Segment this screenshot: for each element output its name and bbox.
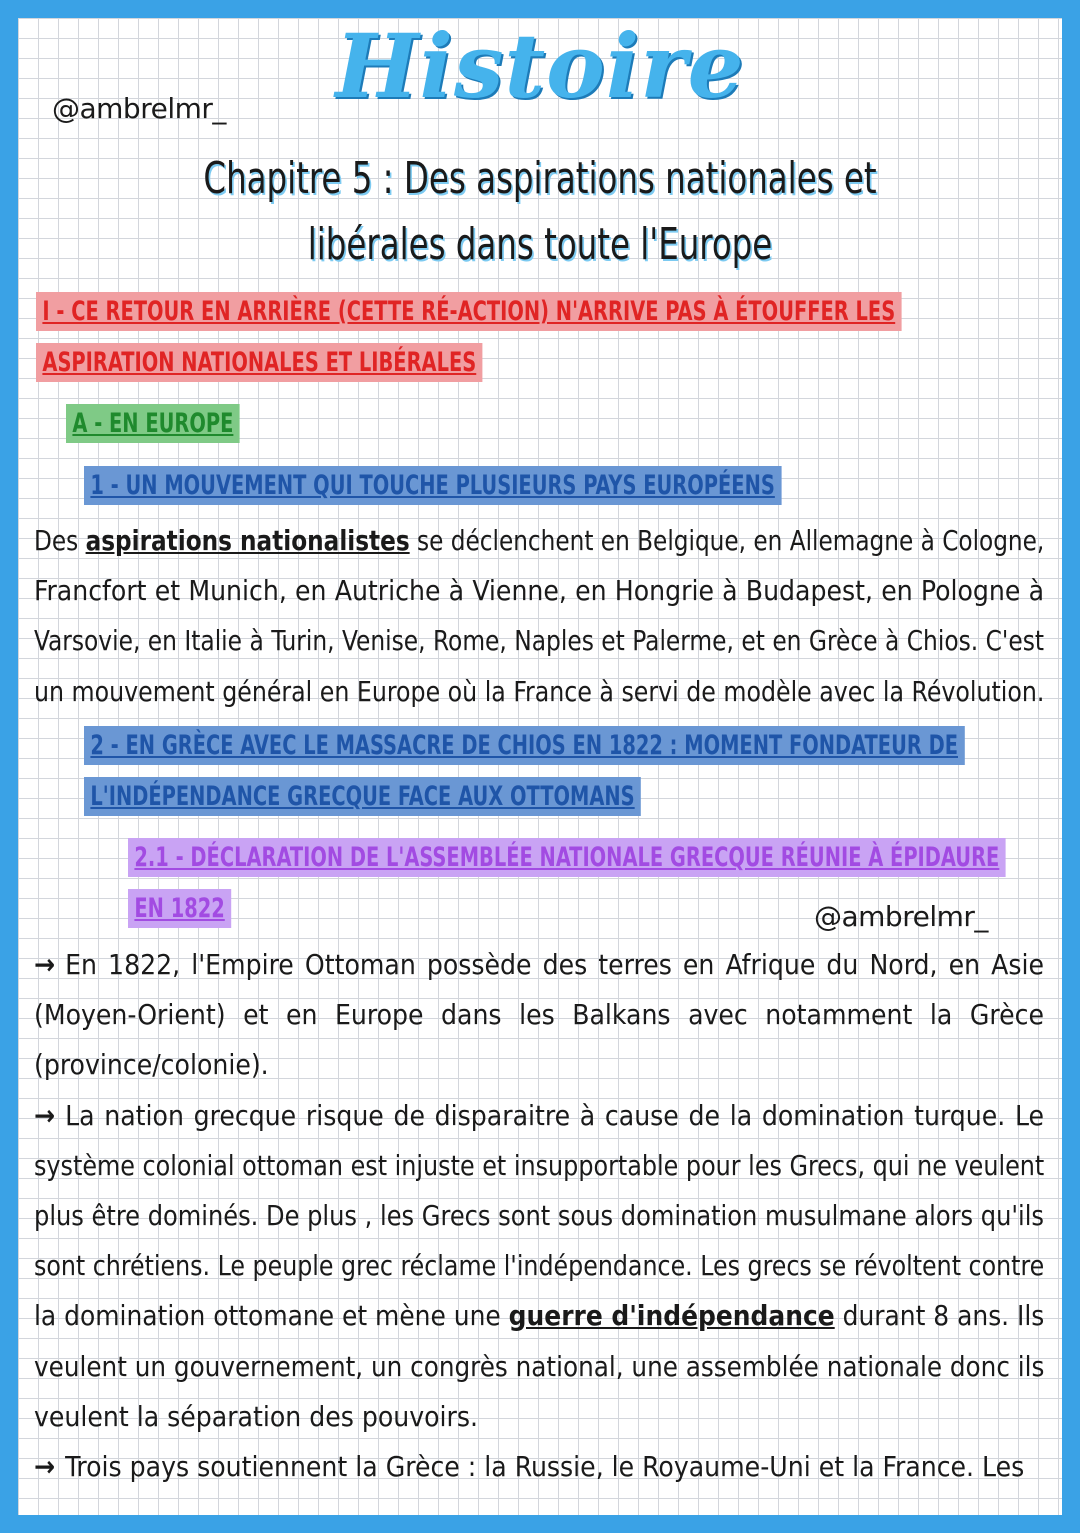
bullet-line [34, 1291, 1044, 1341]
paragraph-line: Varsovie, en Italie à Turin, Venise, Rome, Naples et Palerme, et en Grèce à Chios. C'est [34, 624, 1044, 658]
bullet-line [34, 1091, 1044, 1141]
bullet-list [34, 940, 1044, 1492]
heading-part-2-line2: L'INDÉPENDANCE GRECQUE FACE AUX OTTOMANS [84, 777, 641, 816]
bullet-line [34, 1442, 1044, 1492]
text-segment: En 1822, l'Empire Ottoman possède des terres en Afrique du Nord, en Asie [65, 948, 1044, 981]
text-segment: durant 8 ans. Ils [834, 1299, 1045, 1333]
heading-section-1 [36, 286, 902, 388]
heading-section-1-line1: I - CE RETOUR EN ARRIÈRE (CETTE RÉ-ACTION) N'ARRIVE PAS À ÉTOUFFER LES [36, 292, 902, 331]
notebook-page [18, 18, 1062, 1515]
key-term-guerre: guerre d'indépendance [508, 1299, 835, 1333]
paragraph-aspirations [34, 516, 1044, 717]
heading-part-2-1-line1: 2.1 - DÉCLARATION DE L'ASSEMBLÉE NATIONALE GRECQUE RÉUNIE À ÉPIDAURE [128, 838, 1006, 877]
text-segment: se déclenchent en Belgique, en Allemagne à Cologne, [409, 524, 1045, 557]
paragraph-line: un mouvement général en Europe où la France à servi de modèle avec la Révolution. [34, 674, 1045, 708]
heading-part-2-1-line2: EN 1822 [128, 889, 231, 928]
bullet-line: (province/colonie). [34, 1048, 269, 1082]
paragraph-line [34, 516, 1044, 566]
author-watermark-middle: @ambrelmr_ [814, 900, 988, 933]
heading-part-1-label: 1 - UN MOUVEMENT QUI TOUCHE PLUSIEURS PAYS EUROPÉENS [84, 466, 781, 505]
bullet-line: sont chrétiens. Le peuple grec réclame l'indépendance. Les grecs se révoltent contre [34, 1249, 1045, 1283]
key-term-aspirations: aspirations nationalistes [85, 524, 410, 557]
bullet-line: système colonial ottoman est injuste et insupportable pour les Grecs, qui ne veulent [34, 1148, 1045, 1182]
arrow-icon: → [34, 948, 56, 981]
text-segment: la domination ottomane et mène une [34, 1299, 509, 1333]
bullet-line: (Moyen-Orient) et en Europe dans les Balkans avec notamment la Grèce [34, 998, 1044, 1032]
bullet-line [34, 940, 1044, 990]
bullet-line: veulent un gouvernement, un congrès national, une assemblée nationale donc ils [34, 1349, 1045, 1383]
heading-section-1-line2: ASPIRATION NATIONALES ET LIBÉRALES [36, 343, 483, 382]
paragraph-line: Francfort et Munich, en Autriche à Vienne, en Hongrie à Budapest, en Pologne à [34, 574, 1044, 608]
heading-part-2-line1: 2 - EN GRÈCE AVEC LE MASSACRE DE CHIOS EN 1822 : MOMENT FONDATEUR DE [84, 726, 964, 765]
page-title: Histoire [335, 18, 745, 118]
arrow-icon: → [34, 1098, 56, 1132]
heading-part-2 [84, 720, 964, 822]
heading-subsection-a [66, 398, 240, 449]
heading-subsection-a-label: A - EN EUROPE [66, 404, 240, 443]
text-segment: Trois pays soutiennent la Grèce : la Russie, le Royaume-Uni et la France. Les [65, 1450, 1025, 1484]
arrow-icon: → [34, 1450, 56, 1484]
bullet-line: veulent la séparation des pouvoirs. [34, 1399, 479, 1433]
chapter-title: Chapitre 5 : Des aspirations nationales et libérales dans toute l'Europe [203, 153, 877, 270]
author-watermark-top: @ambrelmr_ [52, 92, 226, 125]
text-segment: Des [34, 524, 86, 557]
text-segment: La nation grecque risque de disparaitre à cause de la domination turque. Le [65, 1098, 1044, 1132]
heading-part-1 [84, 460, 781, 511]
bullet-line: plus être dominés. De plus , les Grecs sont sous domination musulmane alors qu'ils [34, 1199, 1044, 1233]
